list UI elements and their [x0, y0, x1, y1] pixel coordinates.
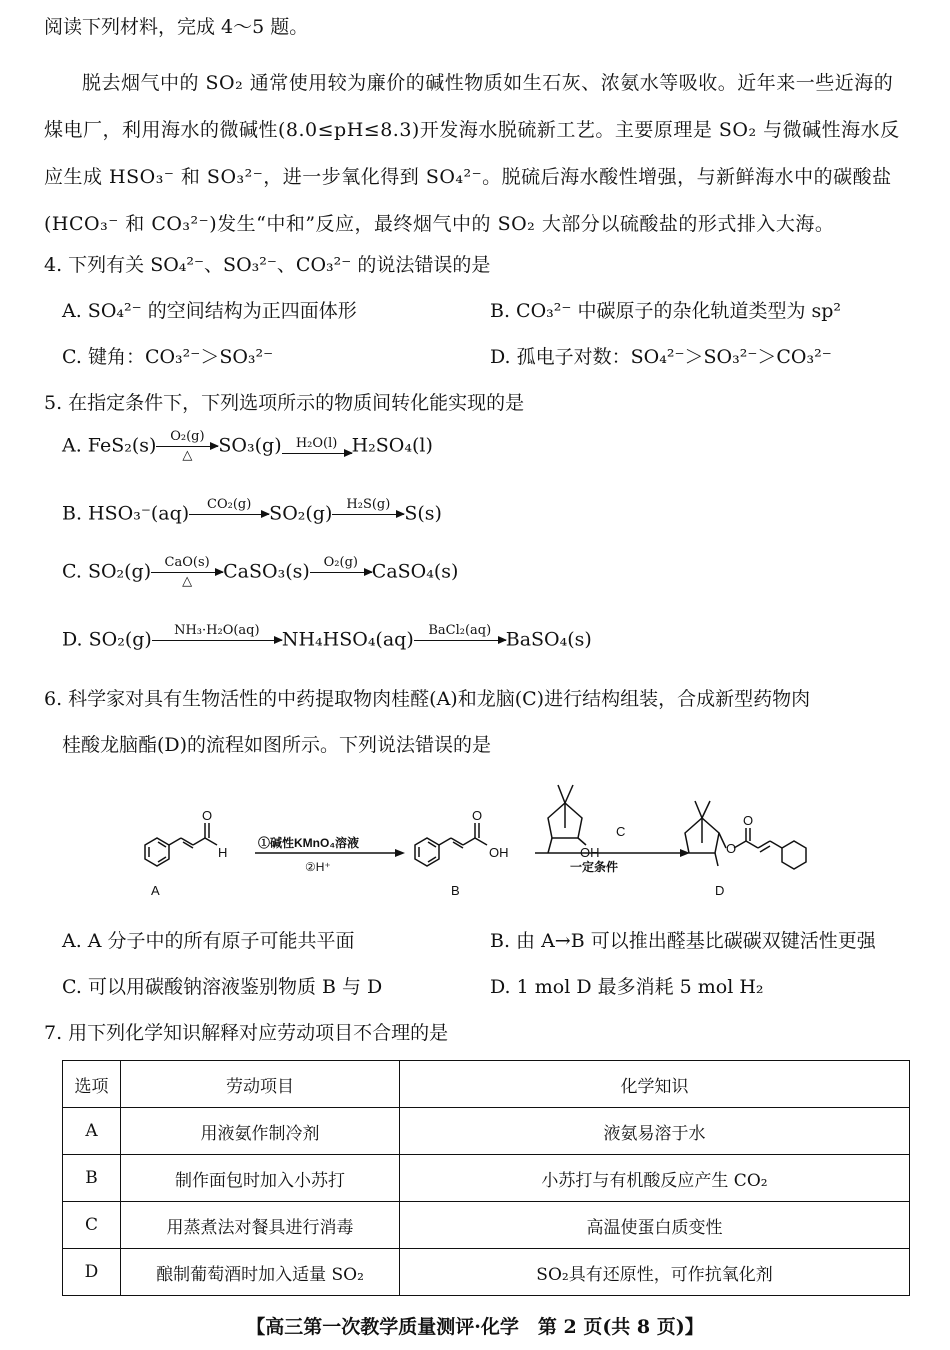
table-cell: 用蒸煮法对餐具进行消毒 [121, 1202, 400, 1249]
table-header-row [63, 1061, 910, 1108]
step1-reagent: ①碱性KMnO₄溶液 [258, 836, 360, 850]
table-cell: 小苏打与有机酸反应产生 CO₂ [400, 1155, 910, 1202]
aldehyde-h: H [218, 845, 228, 860]
table-header: 选项 [63, 1061, 121, 1108]
table-cell: 高温使蛋白质变性 [400, 1202, 910, 1249]
species: C. SO₂(g) [62, 560, 152, 583]
species: SO₂(g) [269, 502, 333, 525]
reaction-arrow [151, 556, 223, 589]
question-5-option-a[interactable] [62, 430, 433, 463]
label-a: A [151, 883, 160, 898]
molecule-b [415, 823, 487, 866]
question-5-stem: 5. 在指定条件下，下列选项所示的物质间转化能实现的是 [44, 392, 525, 414]
species: A. FeS₂(s) [62, 434, 157, 457]
table-cell: 用液氨作制冷剂 [121, 1108, 400, 1155]
species: CaSO₄(s) [371, 560, 459, 583]
arrow-condition: BaCl₂(aq) [428, 623, 492, 638]
question-6-option-a[interactable]: A. A 分子中的所有原子可能共平面 [62, 930, 355, 952]
reaction-arrow [282, 437, 352, 456]
acid-oh: OH [489, 845, 509, 860]
step1-acid: ②H⁺ [305, 860, 331, 874]
table-row [63, 1202, 910, 1249]
question-4-stem: 4. 下列有关 SO₄²⁻、SO₃²⁻、CO₃²⁻ 的说法错误的是 [44, 254, 491, 276]
arrow-condition: H₂O(l) [295, 436, 338, 451]
question-5-option-b[interactable] [62, 498, 442, 531]
question-4-option-b[interactable]: B. CO₃²⁻ 中碳原子的杂化轨道类型为 sp² [490, 300, 842, 322]
reaction-arrow [332, 498, 404, 531]
table-row [63, 1155, 910, 1202]
molecule-a [145, 823, 217, 866]
question-7-table [62, 1060, 910, 1296]
question-6-stem-line1: 6. 科学家对具有生物活性的中药提取物肉桂醛(A)和龙脑(C)进行结构组装，合成新型药物肉 [44, 688, 811, 710]
arrow-condition: △ [182, 448, 193, 463]
question-6-option-d[interactable]: D. 1 mol D 最多消耗 5 mol H₂ [490, 976, 764, 998]
species: D. SO₂(g) [62, 628, 152, 651]
reaction-arrow [152, 624, 282, 657]
arrow-condition: O₂(g) [170, 429, 205, 444]
table-cell: SO₂具有还原性，可作抗氧化剂 [400, 1249, 910, 1296]
arrow-condition: O₂(g) [323, 555, 358, 570]
reaction-arrow [156, 430, 218, 463]
question-6-option-b[interactable]: B. 由 A→B 可以推出醛基比碳碳双键活性更强 [490, 930, 876, 952]
table-cell: C [63, 1202, 121, 1249]
reading-instruction: 阅读下列材料，完成 4～5 题。 [44, 16, 309, 38]
synthesis-scheme [140, 773, 830, 903]
question-6-stem-line2: 桂酸龙脑酯(D)的流程如图所示。下列说法错误的是 [62, 734, 492, 756]
step2-condition: 一定条件 [570, 860, 619, 874]
borneol-oh: OH [580, 845, 600, 860]
label-b: B [451, 883, 460, 898]
ester-o: O [726, 841, 737, 856]
reaction-arrow [310, 556, 372, 589]
table-row [63, 1249, 910, 1296]
question-4-option-c[interactable]: C. 键角：CO₃²⁻＞SO₃²⁻ [62, 346, 274, 368]
table-cell: D [63, 1249, 121, 1296]
question-5-option-c[interactable] [62, 556, 458, 589]
question-5-option-d[interactable] [62, 624, 592, 657]
molecule-c [548, 785, 586, 853]
arrow-condition: NH₃·H₂O(aq) [174, 623, 260, 638]
label-c: C [616, 824, 626, 839]
carbonyl-o: O [743, 813, 754, 828]
arrowhead [395, 849, 405, 857]
species: BaSO₄(s) [505, 628, 592, 651]
page-footer: 【高三第一次教学质量测评·化学 第 2 页(共 8 页)】 [246, 1316, 704, 1338]
table-cell: A [63, 1108, 121, 1155]
label-d: D [715, 883, 725, 898]
arrow-condition: CaO(s) [164, 555, 210, 570]
species: H₂SO₄(l) [351, 434, 433, 457]
table-cell: 酿制葡萄酒时加入适量 SO₂ [121, 1249, 400, 1296]
species: B. HSO₃⁻(aq) [62, 502, 190, 525]
table-cell: 制作面包时加入小苏打 [121, 1155, 400, 1202]
reading-material: 脱去烟气中的 SO₂ 通常使用较为廉价的碱性物质如生石灰、浓氨水等吸收。近年来一些近海的煤电厂，利用海水的微碱性(8.0≤pH≤8.3)开发海水脱硫新工艺。主要原理是 SO₂ 与微碱性海水反应生成 HSO₃⁻ 和 SO₃²⁻，进一步氧化得到 SO₄²⁻。脱硫后海水酸性增强，与新鲜海水中的碳酸盐(HCO₃⁻ 和 CO₃²⁻)发生“中和”反应，最终烟气中的 SO₂ 大部分以硫酸盐的形式排入大海。 [44, 72, 900, 235]
arrow-condition: CO₂(g) [207, 497, 252, 512]
aldehyde-o: O [202, 808, 213, 823]
species: S(s) [404, 502, 442, 525]
arrow-condition: △ [182, 574, 193, 589]
question-4-option-a[interactable]: A. SO₄²⁻ 的空间结构为正四面体形 [62, 300, 357, 322]
question-7-stem: 7. 用下列化学知识解释对应劳动项目不合理的是 [44, 1022, 449, 1044]
acid-o: O [472, 808, 483, 823]
table-cell: 液氨易溶于水 [400, 1108, 910, 1155]
table-cell: B [63, 1155, 121, 1202]
reaction-arrow [189, 498, 269, 531]
table-header: 化学知识 [400, 1061, 910, 1108]
question-4-option-d[interactable]: D. 孤电子对数：SO₄²⁻＞SO₃²⁻＞CO₃²⁻ [490, 346, 832, 368]
question-6-option-c[interactable]: C. 可以用碳酸钠溶液鉴别物质 B 与 D [62, 976, 383, 998]
reaction-arrow [414, 624, 506, 657]
molecule-d [685, 801, 806, 869]
arrow-condition: H₂S(g) [346, 497, 391, 512]
species: SO₃(g) [218, 434, 282, 457]
species: NH₄HSO₄(aq) [281, 628, 414, 651]
table-header: 劳动项目 [121, 1061, 400, 1108]
species: CaSO₃(s) [223, 560, 310, 583]
table-row [63, 1108, 910, 1155]
